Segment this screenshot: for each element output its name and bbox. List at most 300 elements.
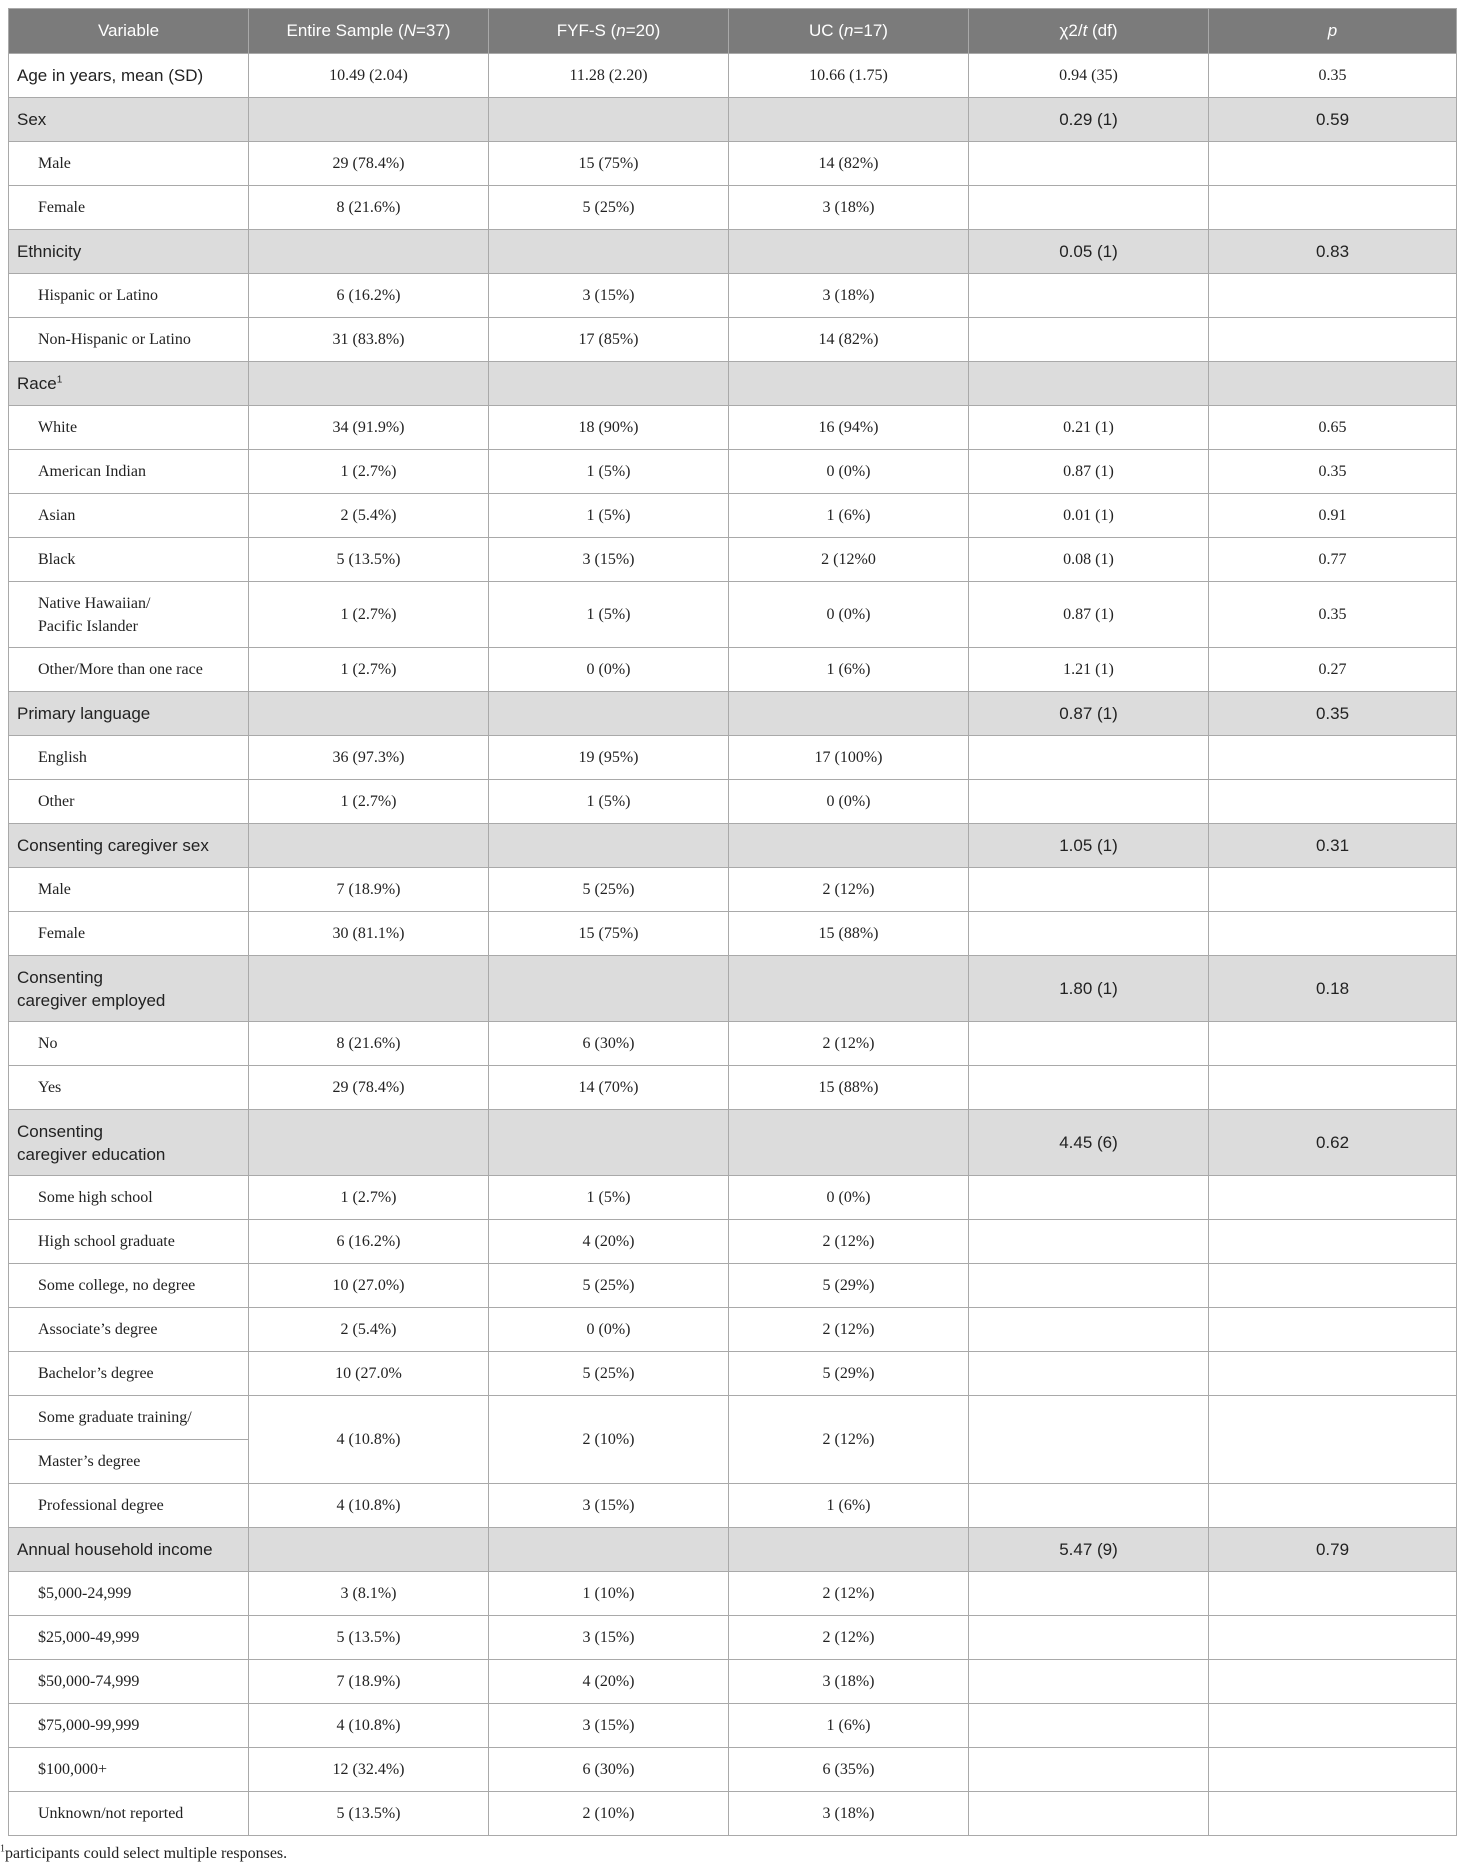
cell-stat: 0.08 (1) <box>969 538 1209 582</box>
cell-uc <box>729 1528 969 1572</box>
cell-entire: 31 (83.8%) <box>249 318 489 362</box>
cell-p: 0.62 <box>1209 1110 1457 1176</box>
table-row <box>9 1022 1457 1066</box>
cell-entire: 5 (13.5%) <box>249 1792 489 1836</box>
header-p-value <box>1209 9 1457 54</box>
cell-p: 0.35 <box>1209 54 1457 98</box>
row-label: Unknown/not reported <box>9 1792 249 1836</box>
cell-fyf <box>489 98 729 142</box>
row-label: $25,000-49,999 <box>9 1616 249 1660</box>
table-row <box>9 648 1457 692</box>
cell-p <box>1209 780 1457 824</box>
cell-fyf: 4 (20%) <box>489 1220 729 1264</box>
cell-entire: 7 (18.9%) <box>249 868 489 912</box>
table-row <box>9 318 1457 362</box>
cell-entire: 36 (97.3%) <box>249 736 489 780</box>
cell-uc: 3 (18%) <box>729 1792 969 1836</box>
cell-p <box>1209 1066 1457 1110</box>
cell-uc <box>729 98 969 142</box>
demographics-table <box>8 8 1457 1836</box>
cell-entire <box>249 1110 489 1176</box>
cell-fyf: 14 (70%) <box>489 1066 729 1110</box>
table-row <box>9 1220 1457 1264</box>
cell-fyf: 17 (85%) <box>489 318 729 362</box>
cell-p: 0.65 <box>1209 406 1457 450</box>
cell-fyf: 0 (0%) <box>489 648 729 692</box>
cell-p: 0.35 <box>1209 692 1457 736</box>
cell-fyf: 1 (5%) <box>489 582 729 648</box>
cell-p <box>1209 1484 1457 1528</box>
row-label: $5,000-24,999 <box>9 1572 249 1616</box>
table-row <box>9 274 1457 318</box>
section-row <box>9 824 1457 868</box>
cell-fyf <box>489 362 729 406</box>
cell-p: 0.79 <box>1209 1528 1457 1572</box>
cell-fyf: 1 (5%) <box>489 780 729 824</box>
cell-stat: 0.05 (1) <box>969 230 1209 274</box>
row-label: Black <box>9 538 249 582</box>
cell-p: 0.83 <box>1209 230 1457 274</box>
cell-stat: 0.87 (1) <box>969 692 1209 736</box>
cell-p <box>1209 362 1457 406</box>
cell-uc: 6 (35%) <box>729 1748 969 1792</box>
row-label: No <box>9 1022 249 1066</box>
cell-uc <box>729 956 969 1022</box>
cell-uc: 10.66 (1.75) <box>729 54 969 98</box>
cell-fyf <box>489 692 729 736</box>
header-stat-post: (df) <box>1087 21 1118 40</box>
cell-p: 0.18 <box>1209 956 1457 1022</box>
cell-stat: 0.29 (1) <box>969 98 1209 142</box>
cell-uc <box>729 362 969 406</box>
cell-entire: 5 (13.5%) <box>249 1616 489 1660</box>
cell-fyf: 3 (15%) <box>489 538 729 582</box>
cell-entire: 6 (16.2%) <box>249 1220 489 1264</box>
cell-fyf: 1 (5%) <box>489 450 729 494</box>
cell-uc: 5 (29%) <box>729 1352 969 1396</box>
cell-uc: 15 (88%) <box>729 912 969 956</box>
cell-p <box>1209 1748 1457 1792</box>
cell-stat <box>969 1396 1209 1484</box>
cell-entire: 12 (32.4%) <box>249 1748 489 1792</box>
cell-fyf <box>489 230 729 274</box>
table-container <box>0 8 1456 1863</box>
cell-fyf: 5 (25%) <box>489 1352 729 1396</box>
table-row <box>9 780 1457 824</box>
cell-entire <box>249 956 489 1022</box>
cell-uc: 3 (18%) <box>729 274 969 318</box>
cell-stat <box>969 1704 1209 1748</box>
cell-fyf: 19 (95%) <box>489 736 729 780</box>
table-footnote <box>0 1845 1456 1863</box>
cell-fyf: 2 (10%) <box>489 1396 729 1484</box>
row-label-line1: Native Hawaiian/ <box>38 594 151 612</box>
cell-uc: 2 (12%) <box>729 1220 969 1264</box>
cell-p <box>1209 1022 1457 1066</box>
row-label: Associate’s degree <box>9 1308 249 1352</box>
header-entire-pre: Entire Sample ( <box>286 21 404 40</box>
cell-uc: 5 (29%) <box>729 1264 969 1308</box>
footnote-marker: 1 <box>56 374 63 386</box>
cell-uc <box>729 230 969 274</box>
header-uc-pre: UC ( <box>809 21 844 40</box>
cell-p <box>1209 1308 1457 1352</box>
cell-entire: 34 (91.9%) <box>249 406 489 450</box>
header-fyf-post: =20) <box>625 21 661 40</box>
header-entire-sample <box>249 9 489 54</box>
cell-fyf <box>489 824 729 868</box>
cell-entire <box>249 230 489 274</box>
cell-stat: 5.47 (9) <box>969 1528 1209 1572</box>
cell-uc: 16 (94%) <box>729 406 969 450</box>
cell-entire: 6 (16.2%) <box>249 274 489 318</box>
cell-stat: 0.87 (1) <box>969 582 1209 648</box>
section-row <box>9 1528 1457 1572</box>
cell-stat <box>969 1022 1209 1066</box>
table-row <box>9 1396 1457 1440</box>
row-label: Some college, no degree <box>9 1264 249 1308</box>
cell-stat <box>969 736 1209 780</box>
cell-fyf: 18 (90%) <box>489 406 729 450</box>
row-label: Non-Hispanic or Latino <box>9 318 249 362</box>
table-row <box>9 406 1457 450</box>
cell-stat: 0.21 (1) <box>969 406 1209 450</box>
cell-stat <box>969 1308 1209 1352</box>
section-label <box>9 956 249 1022</box>
row-label: $75,000-99,999 <box>9 1704 249 1748</box>
cell-stat <box>969 1176 1209 1220</box>
cell-fyf: 0 (0%) <box>489 1308 729 1352</box>
cell-uc: 2 (12%) <box>729 1572 969 1616</box>
table-row <box>9 1616 1457 1660</box>
table-row <box>9 1748 1457 1792</box>
section-row <box>9 98 1457 142</box>
header-uc <box>729 9 969 54</box>
cell-p: 0.91 <box>1209 494 1457 538</box>
cell-p: 0.27 <box>1209 648 1457 692</box>
cell-fyf: 11.28 (2.20) <box>489 54 729 98</box>
cell-p: 0.77 <box>1209 538 1457 582</box>
cell-p <box>1209 1352 1457 1396</box>
section-label-line2: caregiver education <box>17 1144 166 1164</box>
cell-fyf: 15 (75%) <box>489 912 729 956</box>
cell-entire <box>249 692 489 736</box>
cell-stat: 0.87 (1) <box>969 450 1209 494</box>
row-label: Asian <box>9 494 249 538</box>
cell-uc: 1 (6%) <box>729 1484 969 1528</box>
cell-entire: 4 (10.8%) <box>249 1484 489 1528</box>
cell-entire: 1 (2.7%) <box>249 1176 489 1220</box>
cell-p <box>1209 142 1457 186</box>
table-row <box>9 1484 1457 1528</box>
cell-stat <box>969 274 1209 318</box>
header-p: p <box>1327 21 1338 40</box>
cell-fyf <box>489 1110 729 1176</box>
cell-p <box>1209 274 1457 318</box>
table-row <box>9 1264 1457 1308</box>
cell-entire: 1 (2.7%) <box>249 582 489 648</box>
cell-uc <box>729 1110 969 1176</box>
cell-fyf <box>489 1528 729 1572</box>
section-row <box>9 692 1457 736</box>
cell-fyf: 3 (15%) <box>489 1616 729 1660</box>
section-row <box>9 230 1457 274</box>
cell-uc: 2 (12%0 <box>729 538 969 582</box>
cell-stat <box>969 142 1209 186</box>
cell-stat <box>969 1220 1209 1264</box>
row-label: English <box>9 736 249 780</box>
cell-p <box>1209 1396 1457 1484</box>
cell-stat <box>969 186 1209 230</box>
section-row <box>9 362 1457 406</box>
table-row <box>9 142 1457 186</box>
cell-uc: 1 (6%) <box>729 494 969 538</box>
table-row <box>9 1308 1457 1352</box>
row-label: Other/More than one race <box>9 648 249 692</box>
row-label: Master’s degree <box>9 1440 249 1484</box>
cell-stat <box>969 362 1209 406</box>
cell-stat <box>969 1616 1209 1660</box>
cell-p <box>1209 318 1457 362</box>
section-label-line1: Consenting <box>17 1121 104 1141</box>
footnote-text: participants could select multiple responses. <box>5 1845 288 1862</box>
table-row <box>9 912 1457 956</box>
cell-entire: 2 (5.4%) <box>249 1308 489 1352</box>
cell-uc: 14 (82%) <box>729 318 969 362</box>
cell-entire: 3 (8.1%) <box>249 1572 489 1616</box>
cell-entire: 10.49 (2.04) <box>249 54 489 98</box>
table-row <box>9 494 1457 538</box>
cell-stat: 0.01 (1) <box>969 494 1209 538</box>
cell-entire: 2 (5.4%) <box>249 494 489 538</box>
cell-p <box>1209 1616 1457 1660</box>
cell-fyf: 3 (15%) <box>489 1704 729 1748</box>
cell-stat: 1.05 (1) <box>969 824 1209 868</box>
header-fyf-pre: FYF-S ( <box>556 21 617 40</box>
row-label: Age in years, mean (SD) <box>9 54 249 98</box>
row-label: White <box>9 406 249 450</box>
cell-uc: 0 (0%) <box>729 450 969 494</box>
header-variable: Variable <box>9 9 249 54</box>
cell-uc: 14 (82%) <box>729 142 969 186</box>
cell-stat <box>969 780 1209 824</box>
header-row <box>9 9 1457 54</box>
row-label: Female <box>9 912 249 956</box>
row-label: Bachelor’s degree <box>9 1352 249 1396</box>
race-label: Race <box>17 374 57 393</box>
cell-entire <box>249 98 489 142</box>
table-row <box>9 1704 1457 1748</box>
table-row <box>9 868 1457 912</box>
cell-p <box>1209 868 1457 912</box>
cell-uc: 2 (12%) <box>729 868 969 912</box>
cell-entire: 29 (78.4%) <box>249 142 489 186</box>
cell-uc <box>729 824 969 868</box>
cell-p <box>1209 912 1457 956</box>
cell-uc: 0 (0%) <box>729 582 969 648</box>
table-row <box>9 1572 1457 1616</box>
cell-p <box>1209 1792 1457 1836</box>
section-label-line1: Consenting <box>17 967 104 987</box>
header-fyf-s <box>489 9 729 54</box>
section-label: Primary language <box>9 692 249 736</box>
cell-p <box>1209 1220 1457 1264</box>
row-label: Other <box>9 780 249 824</box>
cell-p: 0.59 <box>1209 98 1457 142</box>
table-row <box>9 186 1457 230</box>
cell-p <box>1209 1572 1457 1616</box>
cell-entire: 4 (10.8%) <box>249 1396 489 1484</box>
cell-p <box>1209 736 1457 780</box>
cell-fyf: 1 (5%) <box>489 494 729 538</box>
row-label-line2: Pacific Islander <box>38 617 138 635</box>
section-row <box>9 1110 1457 1176</box>
row-label: Some graduate training/ <box>9 1396 249 1440</box>
row-label: Hispanic or Latino <box>9 274 249 318</box>
cell-uc: 2 (12%) <box>729 1308 969 1352</box>
row-label: American Indian <box>9 450 249 494</box>
row-label: Male <box>9 142 249 186</box>
section-label <box>9 1110 249 1176</box>
header-stat-pre: χ2/ <box>1059 21 1083 40</box>
cell-stat <box>969 912 1209 956</box>
cell-stat: 0.94 (35) <box>969 54 1209 98</box>
cell-stat <box>969 1484 1209 1528</box>
cell-uc: 0 (0%) <box>729 780 969 824</box>
cell-entire: 7 (18.9%) <box>249 1660 489 1704</box>
cell-fyf: 3 (15%) <box>489 274 729 318</box>
row-label: Yes <box>9 1066 249 1110</box>
row-label <box>9 582 249 648</box>
cell-entire <box>249 1528 489 1572</box>
header-fyf-var: n <box>616 21 626 40</box>
cell-entire <box>249 824 489 868</box>
cell-fyf: 6 (30%) <box>489 1022 729 1066</box>
header-uc-post: =17) <box>853 21 888 40</box>
cell-stat <box>969 1792 1209 1836</box>
header-stat-var: t <box>1082 21 1088 40</box>
cell-uc: 2 (12%) <box>729 1396 969 1484</box>
cell-stat <box>969 1352 1209 1396</box>
section-label <box>9 362 249 406</box>
section-label-line2: caregiver employed <box>17 990 166 1010</box>
cell-stat: 1.80 (1) <box>969 956 1209 1022</box>
cell-fyf: 5 (25%) <box>489 868 729 912</box>
cell-entire: 8 (21.6%) <box>249 186 489 230</box>
section-label: Annual household income <box>9 1528 249 1572</box>
cell-fyf <box>489 956 729 1022</box>
cell-entire <box>249 362 489 406</box>
cell-uc: 2 (12%) <box>729 1616 969 1660</box>
cell-entire: 4 (10.8%) <box>249 1704 489 1748</box>
table-row <box>9 1066 1457 1110</box>
section-label: Ethnicity <box>9 230 249 274</box>
cell-p <box>1209 1660 1457 1704</box>
cell-uc: 3 (18%) <box>729 186 969 230</box>
cell-fyf: 5 (25%) <box>489 186 729 230</box>
table-row <box>9 582 1457 648</box>
cell-uc <box>729 692 969 736</box>
cell-uc: 1 (6%) <box>729 648 969 692</box>
table-row <box>9 1792 1457 1836</box>
cell-p <box>1209 1264 1457 1308</box>
cell-p: 0.35 <box>1209 582 1457 648</box>
row-label: $100,000+ <box>9 1748 249 1792</box>
cell-entire: 1 (2.7%) <box>249 648 489 692</box>
cell-stat <box>969 1660 1209 1704</box>
cell-entire: 8 (21.6%) <box>249 1022 489 1066</box>
header-entire-var: N <box>403 21 416 40</box>
header-statistic <box>969 9 1209 54</box>
cell-entire: 1 (2.7%) <box>249 780 489 824</box>
header-uc-var: n <box>843 21 854 40</box>
table-row <box>9 1176 1457 1220</box>
section-label: Consenting caregiver sex <box>9 824 249 868</box>
cell-uc: 0 (0%) <box>729 1176 969 1220</box>
cell-stat <box>969 868 1209 912</box>
cell-fyf: 5 (25%) <box>489 1264 729 1308</box>
table-row <box>9 538 1457 582</box>
cell-uc: 17 (100%) <box>729 736 969 780</box>
cell-fyf: 1 (10%) <box>489 1572 729 1616</box>
footnote-marker: 1 <box>0 1843 5 1855</box>
table-row <box>9 450 1457 494</box>
table-row <box>9 1352 1457 1396</box>
row-label: Some high school <box>9 1176 249 1220</box>
row-label: $50,000-74,999 <box>9 1660 249 1704</box>
row-label: High school graduate <box>9 1220 249 1264</box>
cell-fyf: 3 (15%) <box>489 1484 729 1528</box>
cell-uc: 2 (12%) <box>729 1022 969 1066</box>
row-label: Male <box>9 868 249 912</box>
cell-entire: 10 (27.0% <box>249 1352 489 1396</box>
cell-stat <box>969 1572 1209 1616</box>
header-entire-post: =37) <box>415 21 451 40</box>
row-label: Professional degree <box>9 1484 249 1528</box>
cell-fyf: 4 (20%) <box>489 1660 729 1704</box>
cell-stat <box>969 1066 1209 1110</box>
cell-entire: 30 (81.1%) <box>249 912 489 956</box>
section-row <box>9 956 1457 1022</box>
cell-stat <box>969 318 1209 362</box>
cell-uc: 1 (6%) <box>729 1704 969 1748</box>
cell-uc: 15 (88%) <box>729 1066 969 1110</box>
cell-fyf: 15 (75%) <box>489 142 729 186</box>
cell-p <box>1209 1704 1457 1748</box>
table-row <box>9 736 1457 780</box>
cell-stat <box>969 1264 1209 1308</box>
cell-stat: 4.45 (6) <box>969 1110 1209 1176</box>
cell-fyf: 1 (5%) <box>489 1176 729 1220</box>
cell-p <box>1209 1176 1457 1220</box>
cell-entire: 10 (27.0%) <box>249 1264 489 1308</box>
section-label: Sex <box>9 98 249 142</box>
table-row <box>9 1660 1457 1704</box>
cell-uc: 3 (18%) <box>729 1660 969 1704</box>
cell-entire: 5 (13.5%) <box>249 538 489 582</box>
cell-fyf: 2 (10%) <box>489 1792 729 1836</box>
cell-entire: 29 (78.4%) <box>249 1066 489 1110</box>
cell-stat: 1.21 (1) <box>969 648 1209 692</box>
table-row <box>9 54 1457 98</box>
cell-entire: 1 (2.7%) <box>249 450 489 494</box>
cell-p: 0.35 <box>1209 450 1457 494</box>
row-label: Female <box>9 186 249 230</box>
cell-fyf: 6 (30%) <box>489 1748 729 1792</box>
cell-p <box>1209 186 1457 230</box>
cell-p: 0.31 <box>1209 824 1457 868</box>
cell-stat <box>969 1748 1209 1792</box>
